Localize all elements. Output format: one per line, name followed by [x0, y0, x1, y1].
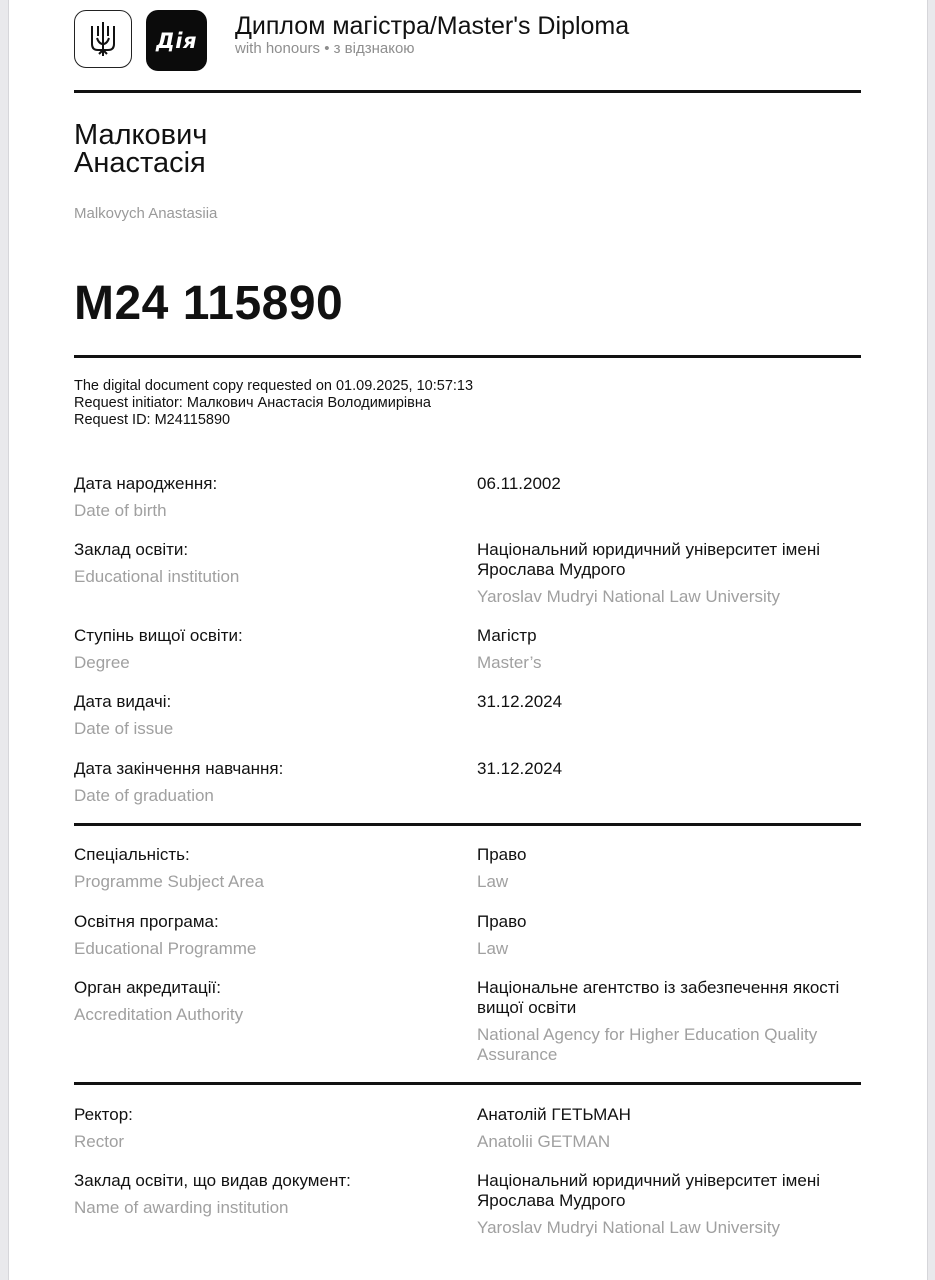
- field-value-uk: 31.12.2024: [477, 692, 563, 711]
- field-value-uk: Магістр: [477, 626, 537, 645]
- field-value-en: Yaroslav Mudryi National Law University: [477, 1218, 780, 1237]
- field-value-uk: 31.12.2024: [477, 759, 563, 778]
- holder-name-uk: [74, 121, 207, 177]
- field-value-uk: Анатолій ГЕТЬМАН: [477, 1105, 631, 1124]
- request-initiator: Request initiator: Малкович Анастасія Володимирівна: [74, 395, 431, 411]
- field-label-en: Date of graduation: [74, 786, 214, 805]
- diploma-page: [8, 0, 928, 1280]
- field-value-uk: Національний юридичний університет імені Ярослава Мудрого: [477, 1171, 820, 1210]
- field-label-en: Date of birth: [74, 501, 167, 520]
- holder-given-name-uk: Анастасія: [74, 147, 206, 179]
- field-value-en: Yaroslav Mudryi National Law University: [477, 587, 780, 606]
- field-label-en: Programme Subject Area: [74, 872, 264, 891]
- request-date: The digital document copy requested on 01.09.2025, 10:57:13: [74, 378, 474, 394]
- field-value-en: Law: [477, 939, 509, 958]
- holder-name-en: Malkovych Anastasiia: [74, 205, 218, 222]
- page-right-edge: [927, 0, 928, 1280]
- field-label-en: Accreditation Authority: [74, 1005, 244, 1024]
- document-header: [74, 10, 861, 72]
- field-value-uk: Право: [477, 845, 527, 864]
- field-label-uk: Дата народження:: [74, 474, 218, 493]
- field-label-uk: Спеціальність:: [74, 845, 190, 864]
- field-label-uk: Дата закінчення навчання:: [74, 759, 284, 778]
- trident-icon: [88, 20, 118, 58]
- field-value-en: National Agency for Higher Education Quality Assurance: [477, 1025, 818, 1064]
- page-left-edge: [8, 0, 9, 1280]
- field-value-en: Anatolii GETMAN: [477, 1132, 611, 1151]
- field-value-uk: Національний юридичний університет імені Ярослава Мудрого: [477, 540, 820, 579]
- request-id: Request ID: M24115890: [74, 412, 231, 428]
- field-value-en: Law: [477, 872, 509, 891]
- field-label-uk: Заклад освіти:: [74, 540, 189, 559]
- field-label-en: Educational institution: [74, 567, 240, 586]
- divider: [74, 1082, 861, 1085]
- field-label-en: Educational Programme: [74, 939, 257, 958]
- request-meta: [74, 378, 473, 429]
- trident-logo-icon: [74, 10, 132, 68]
- field-label-uk: Дата видачі:: [74, 692, 172, 711]
- holder-surname-uk: Малкович: [74, 119, 208, 151]
- field-label-uk: Ступінь вищої освіти:: [74, 626, 243, 645]
- document-title: Диплом магістра/Master's Diploma: [235, 12, 630, 40]
- field-label-uk: Орган акредитації:: [74, 978, 221, 997]
- field-value-uk: Право: [477, 912, 527, 931]
- document-number: M24 115890: [74, 277, 344, 330]
- field-label-uk: Заклад освіти, що видав документ:: [74, 1171, 351, 1190]
- diia-logo: Дія: [146, 10, 207, 71]
- field-label-uk: Освітня програма:: [74, 912, 219, 931]
- document-subtitle: with honours • з відзнакою: [235, 40, 415, 57]
- field-label-en: Rector: [74, 1132, 125, 1151]
- field-label-uk: Ректор:: [74, 1105, 133, 1124]
- field-label-en: Name of awarding institution: [74, 1198, 289, 1217]
- field-value-uk: 06.11.2002: [477, 474, 561, 493]
- divider: [74, 823, 861, 826]
- field-label-en: Degree: [74, 653, 130, 672]
- divider: [74, 90, 861, 93]
- field-value-en: Master’s: [477, 653, 542, 672]
- field-label-en: Date of issue: [74, 719, 174, 738]
- field-value-uk: Національне агентство із забезпечення якості вищої освіти: [477, 978, 840, 1017]
- divider: [74, 355, 861, 358]
